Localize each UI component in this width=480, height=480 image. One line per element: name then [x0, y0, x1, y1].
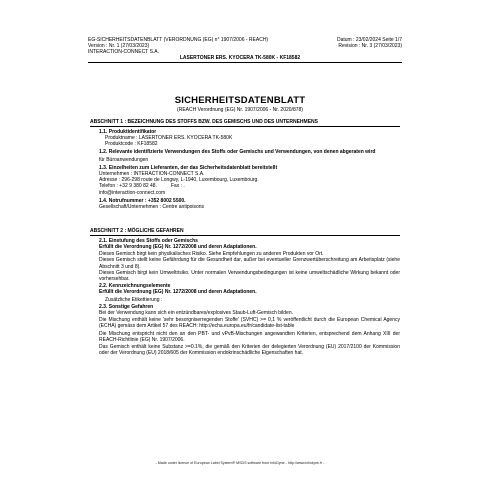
header-divider [88, 62, 402, 63]
document-subtitle: (REACH Verordnung (EG) Nr. 1907/2006 - Nr. 2020/878) [177, 107, 303, 113]
supplier-phone-fax: Telefon : +32 9 380 82 48. Fax : . [99, 183, 185, 190]
subsection-1-3-heading: 1.3. Einzelheiten zum Lieferanten, der das Sicherheitsdatenblatt bereitstellt [99, 164, 278, 171]
emergency-contact: Gesellschaft/Unternehmen : Centre antipoisons [99, 203, 205, 210]
header-version: Version : Nr. 1 (27/03/2023) [88, 43, 150, 49]
header-revision: Revision : Nr. 3 (27/03/2023) [338, 43, 402, 49]
environment-hazard-text: Dieses Gemisch birgt kein Umweltrisiko. Unter normalen Verwendungsbedingungen ist keine umweltschädliche Wirkung bekannt oder vorhersehbar. [99, 269, 400, 282]
header-left [88, 37, 268, 55]
subsection-1-2-heading: 1.2. Relevante identifizierte Verwendungen des Stoffs oder Gemischs und Verwendungen, von denen abgeraten wird [99, 149, 376, 156]
subsection-1-4-heading: 1.4. Notrufnummer : +352 8002 5500. [99, 197, 186, 204]
supplier-company: Unternehmen : INTERACTION-CONNECT S.A. [99, 170, 205, 177]
section-1 [90, 119, 400, 210]
section-1-heading: ABSCHNITT 1 : BEZEICHNUNG DES STOFFS BZW. DES GEMISCHS UND DES UNTERNEHMENS [90, 119, 400, 127]
svhc-text: Die Mischung enthält keine 'sehr besorgniserregenden Stoffe' (SVHC) >= 0,1 % veröffentlicht durch die European Chemical Agency (ECHA) gemäss dem Artikel 57 des REACH: http://echa.europa.eu/fr/candidate-list-table [99, 317, 400, 330]
subsection-2-3-heading: 2.3. Sonstige Gefahren [99, 303, 154, 310]
footer-licence: - Made under licence of European Label System® MSDS software from InfoDyne - http://www.infodyne.fr - [155, 461, 325, 465]
header-date-page: Datum : 23/02/2024 Seite 1/7 [336, 37, 402, 43]
physical-hazard-text: Dieses Gemisch birgt kein physikalisches Risiko. Siehe Empfehlungen zu anderen Produkten vor Ort. [99, 251, 324, 258]
section-2 [90, 228, 400, 356]
subsection-2-1-regulation: Erfüllt die Verordnung (EG) Nr. 1272/2008 und deren Adaptationen. [99, 243, 257, 250]
supplier-email: info@interaction-connect.com [99, 189, 166, 196]
supplier-address: Adresse : 296-298 route de Longwy, L-1940, Luxembourg, Luxembourg. [99, 177, 259, 184]
dust-explosion-text: Bei der Verwendung kann sich ein entzündbares/explosives Staub-Luft-Gemisch bilden. [99, 309, 294, 316]
document-title: SICHERHEITSDATENBLATT [174, 95, 306, 106]
header-company: INTERACTION-CONNECT S.A. [88, 49, 160, 55]
subsection-2-1-heading: 2.1. Einstufung des Stoffs oder Gemischs [99, 237, 198, 244]
additional-labelling: Zusätzliche Etikettierung : [105, 296, 163, 303]
product-name: Produktname : LASERTONER ERS. KYOCERA TK-580K [105, 134, 233, 141]
subsection-1-1-heading: 1.1. Produktidentifikator [99, 128, 157, 135]
health-hazard-text: Dieses Gemisch stellt keine Gefährdung für die Gesundheit dar, außer bei eventueller Grenzwertüberschreitung am Arbeitsplatz (siehe Abschnitt 3 und 8). [99, 257, 400, 270]
header-regulation: EG-SICHERHEITSDATENBLATT (VERORDNUNG (EG) n° 1907/2006 - REACH) [88, 37, 269, 43]
subsection-2-2-regulation: Erfüllt die Verordnung (EG) Nr. 1272/2008 und deren Adaptationen. [99, 289, 257, 296]
subsection-1-2-text: für Büroanwendungen [99, 156, 149, 163]
subsection-2-2-heading: 2.2. Kennzeichnungselemente [99, 283, 171, 290]
section-2-heading: ABSCHNITT 2 : MÖGLICHE GEFAHREN [90, 228, 400, 236]
pbt-vpvb-text: Die Mischung entspricht nicht den an den PBT- und vPvB-Mischungen angewandten Kriterien, entsprechend dem Anhang XIII der REACH-Richtlinie (EG) Nr. 1907/2006. [99, 330, 400, 343]
header-right [337, 37, 402, 49]
header-product: LASERTONER ERS. KYOCERA TK-580K - KF18582 [179, 55, 301, 61]
product-code: Produktcode : KF18582 [105, 141, 158, 148]
endocrine-text: Das Gemisch enthält keine Substanz >=0.1%, die gemäß den Kriterien der delegierten Verordnung (EU) 2017/2100 der Kommission oder der Verordnung (EU) 2018/605 der Kommission endokrinschädliche Eigenschaften hat. [99, 343, 400, 357]
